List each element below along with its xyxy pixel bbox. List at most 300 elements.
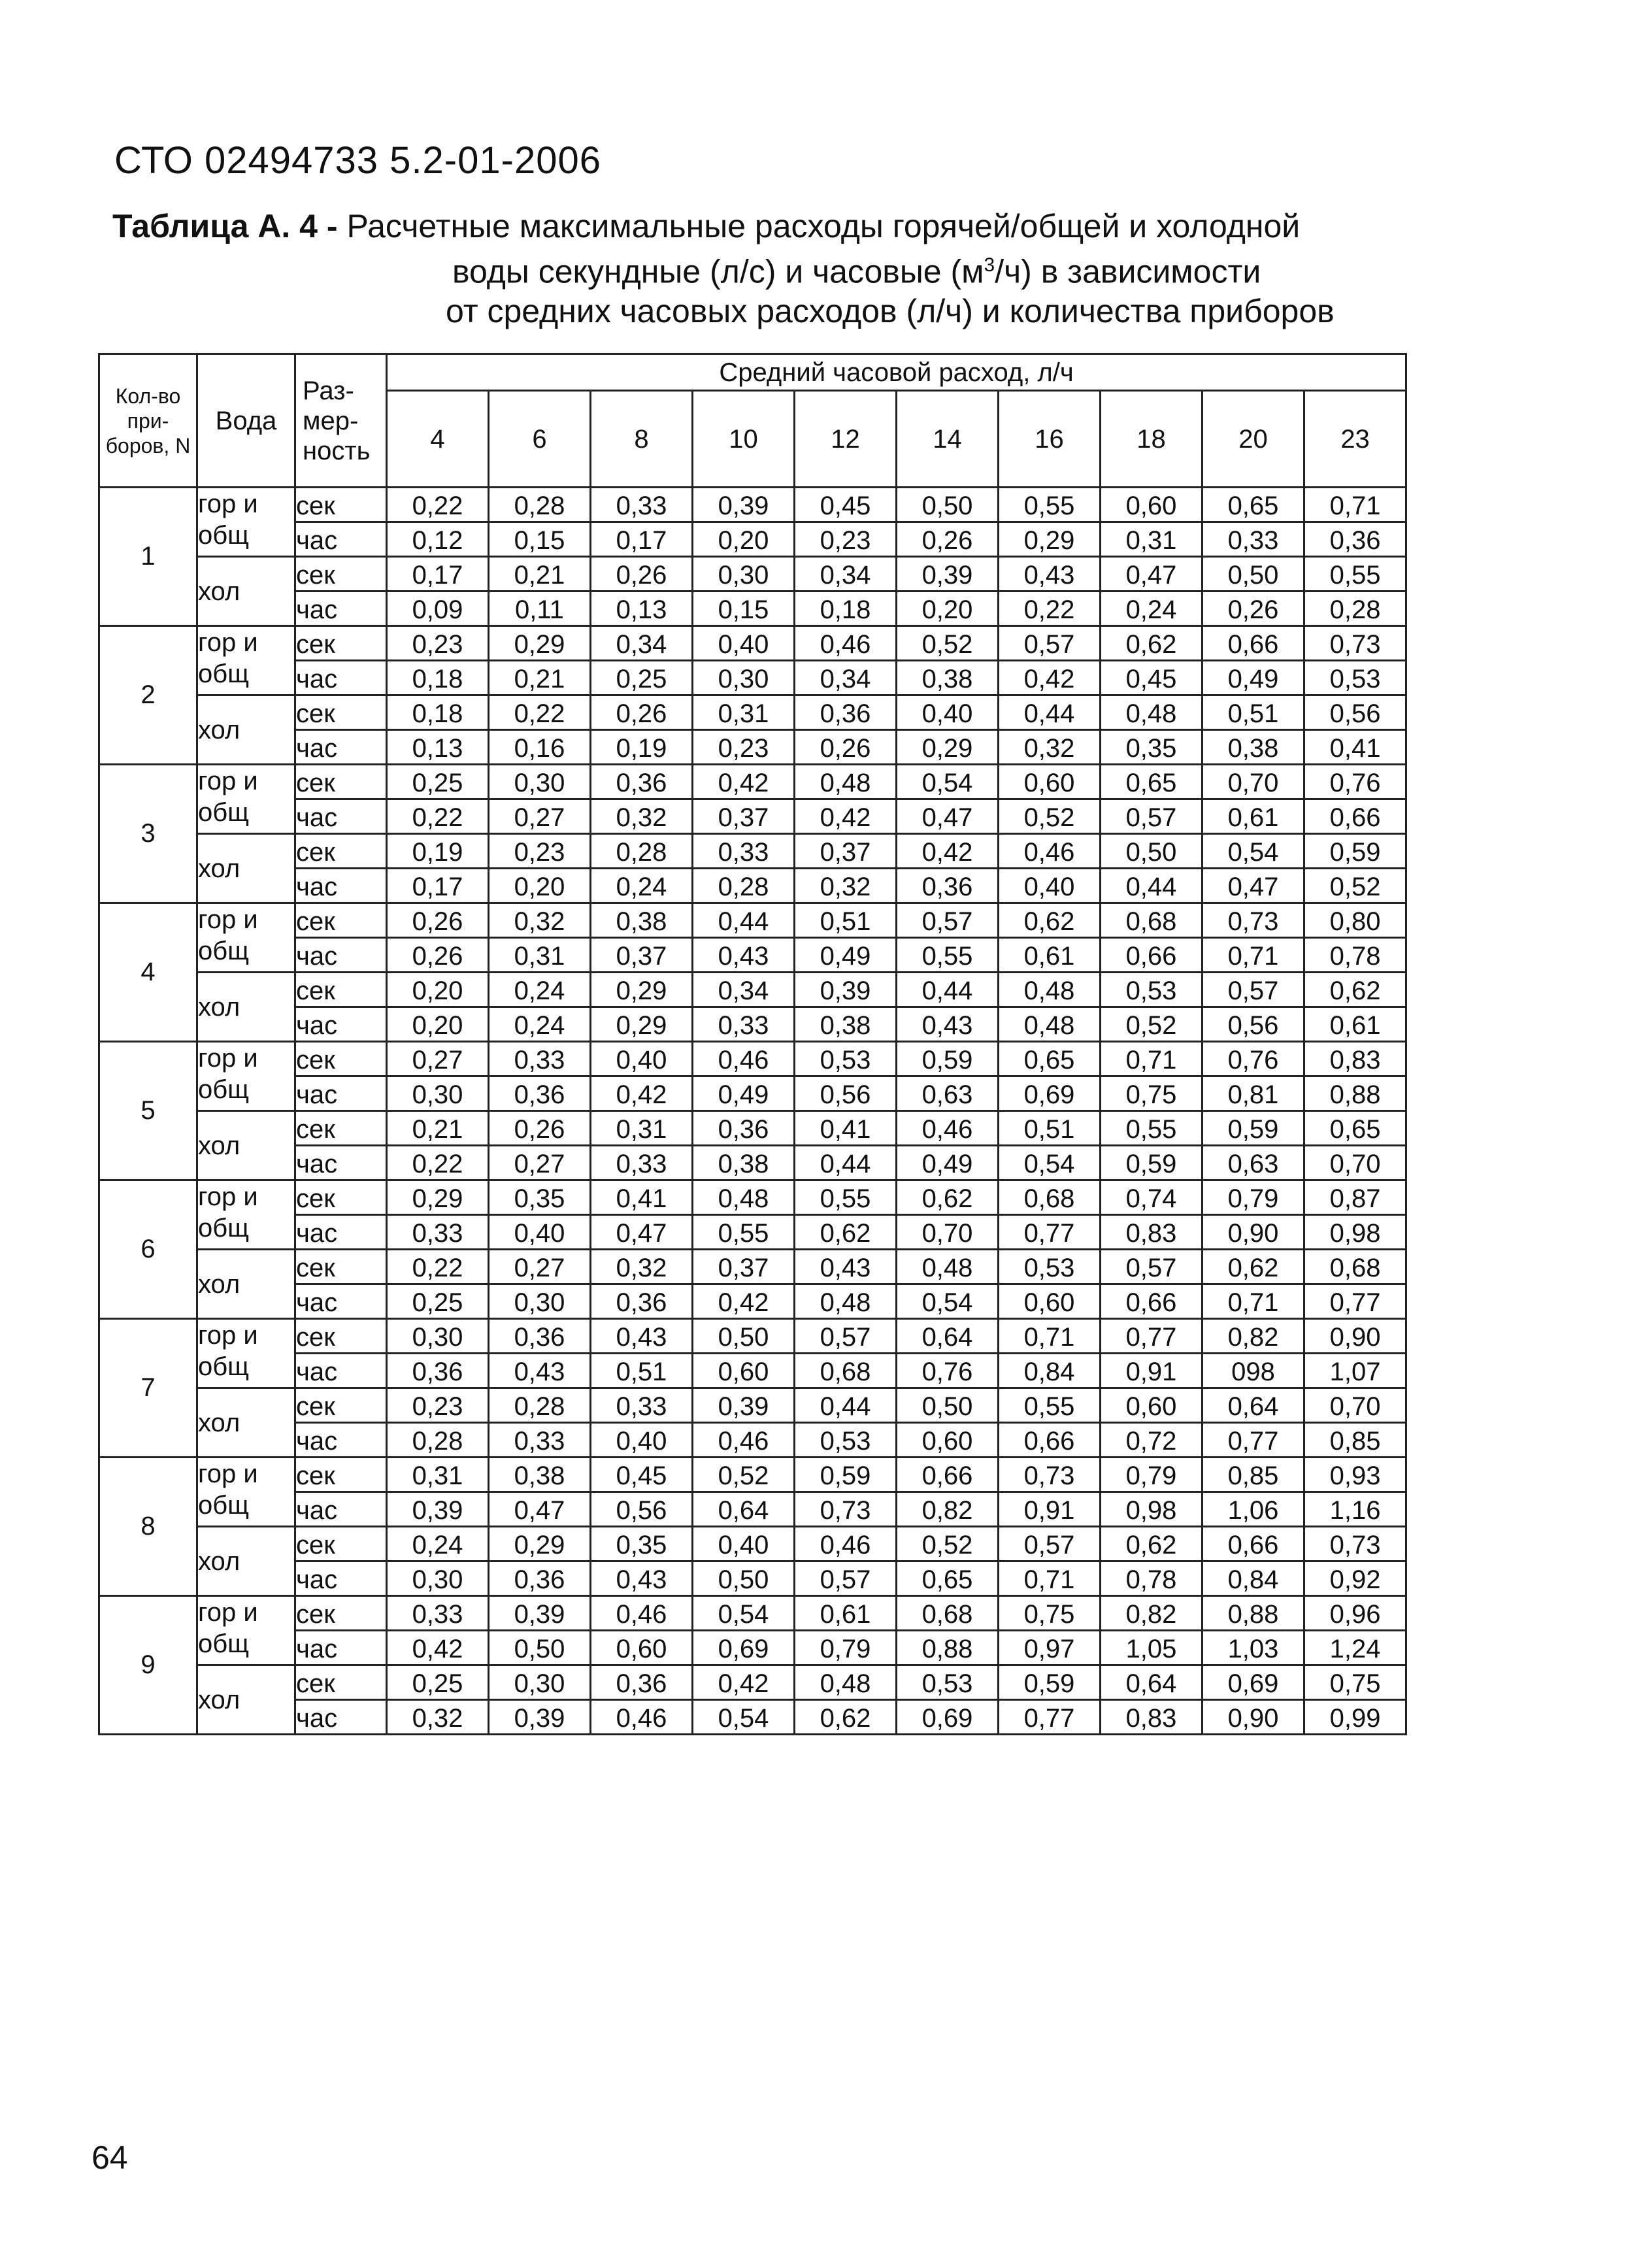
table-row (99, 592, 1406, 626)
value-cell: 0,46 (795, 1527, 897, 1561)
value-cell: 0,77 (999, 1700, 1101, 1735)
value-cell: 0,71 (1203, 938, 1304, 973)
value-cell: 0,38 (1203, 730, 1304, 765)
value-cell: 0,59 (1101, 1146, 1203, 1180)
header-flow-23: 23 (1304, 391, 1406, 488)
value-cell: 0,49 (897, 1146, 999, 1180)
value-cell: 0,37 (591, 938, 693, 973)
value-cell: 0,29 (897, 730, 999, 765)
value-cell: 0,44 (693, 903, 795, 938)
value-cell: 0,68 (999, 1180, 1101, 1215)
value-cell: 0,62 (897, 1180, 999, 1215)
value-cell: 0,48 (999, 1007, 1101, 1042)
table-row (99, 1561, 1406, 1596)
value-cell: 0,27 (489, 1146, 591, 1180)
value-cell: 0,93 (1304, 1458, 1406, 1492)
value-cell: 0,68 (897, 1596, 999, 1631)
value-cell: 0,66 (897, 1458, 999, 1492)
value-cell: 0,31 (591, 1111, 693, 1146)
value-cell: 0,97 (999, 1631, 1101, 1665)
table-row (99, 626, 1406, 661)
value-cell: 0,48 (999, 973, 1101, 1007)
value-cell: 0,33 (693, 1007, 795, 1042)
value-cell: 0,56 (1304, 695, 1406, 730)
value-cell: 0,34 (591, 626, 693, 661)
value-cell: 0,75 (999, 1596, 1101, 1631)
value-cell: 0,26 (591, 557, 693, 592)
value-cell: 0,59 (1203, 1111, 1304, 1146)
unit-sec-cell: сек (295, 1527, 387, 1561)
header-flow-6: 6 (489, 391, 591, 488)
value-cell: 0,57 (999, 1527, 1101, 1561)
value-cell: 0,30 (489, 1665, 591, 1700)
value-cell: 0,28 (693, 869, 795, 903)
value-cell: 0,76 (1304, 765, 1406, 799)
flow-rates-table (98, 353, 1407, 1735)
value-cell: 0,65 (897, 1561, 999, 1596)
value-cell: 0,36 (591, 1665, 693, 1700)
value-cell: 0,61 (1203, 799, 1304, 834)
value-cell: 0,76 (897, 1354, 999, 1388)
value-cell: 0,17 (387, 557, 489, 592)
unit-sec-cell: сек (295, 626, 387, 661)
value-cell: 0,28 (1304, 592, 1406, 626)
value-cell: 1,05 (1101, 1631, 1203, 1665)
value-cell: 0,35 (591, 1527, 693, 1561)
table-row (99, 1458, 1406, 1492)
value-cell: 0,43 (693, 938, 795, 973)
value-cell: 0,35 (489, 1180, 591, 1215)
value-cell: 0,72 (1101, 1423, 1203, 1458)
value-cell: 0,60 (897, 1423, 999, 1458)
value-cell: 0,42 (387, 1631, 489, 1665)
page-number: 64 (91, 2139, 128, 2176)
value-cell: 0,20 (387, 1007, 489, 1042)
value-cell: 0,29 (999, 522, 1101, 557)
value-cell: 0,54 (897, 1284, 999, 1319)
header-flow-20: 20 (1203, 391, 1304, 488)
value-cell: 0,33 (591, 1146, 693, 1180)
value-cell: 0,39 (693, 488, 795, 522)
caption-line-1: Расчетные максимальные расходы горячей/общей и холодной (346, 208, 1301, 244)
value-cell: 0,55 (999, 488, 1101, 522)
unit-sec-cell: сек (295, 1180, 387, 1215)
value-cell: 0,21 (387, 1111, 489, 1146)
table-row (99, 1146, 1406, 1180)
value-cell: 0,36 (1304, 522, 1406, 557)
table-row (99, 765, 1406, 799)
table-row (99, 1284, 1406, 1319)
value-cell: 0,52 (897, 626, 999, 661)
value-cell: 0,23 (489, 834, 591, 869)
value-cell: 0,28 (489, 1388, 591, 1423)
value-cell: 0,70 (1203, 765, 1304, 799)
value-cell: 0,55 (795, 1180, 897, 1215)
unit-sec-cell: сек (295, 834, 387, 869)
value-cell: 0,71 (1304, 488, 1406, 522)
value-cell: 0,65 (1101, 765, 1203, 799)
value-cell: 0,37 (693, 1250, 795, 1284)
value-cell: 0,75 (1304, 1665, 1406, 1700)
unit-sec-cell: сек (295, 765, 387, 799)
value-cell: 0,46 (693, 1042, 795, 1076)
value-cell: 0,82 (1101, 1596, 1203, 1631)
value-cell: 0,84 (999, 1354, 1101, 1388)
table-row (99, 1423, 1406, 1458)
value-cell: 0,65 (1304, 1111, 1406, 1146)
value-cell: 0,41 (591, 1180, 693, 1215)
value-cell: 0,76 (1203, 1042, 1304, 1076)
value-cell: 0,42 (693, 1665, 795, 1700)
value-cell: 0,38 (795, 1007, 897, 1042)
value-cell: 0,62 (999, 903, 1101, 938)
value-cell: 0,82 (897, 1492, 999, 1527)
value-cell: 0,62 (1304, 973, 1406, 1007)
value-cell: 0,54 (897, 765, 999, 799)
value-cell: 0,61 (999, 938, 1101, 973)
table-row (99, 1180, 1406, 1215)
value-cell: 0,43 (897, 1007, 999, 1042)
value-cell: 0,74 (1101, 1180, 1203, 1215)
value-cell: 0,53 (1101, 973, 1203, 1007)
value-cell: 0,66 (1203, 626, 1304, 661)
value-cell: 0,22 (387, 1146, 489, 1180)
value-cell: 0,71 (999, 1561, 1101, 1596)
value-cell: 0,21 (489, 661, 591, 695)
value-cell: 0,46 (999, 834, 1101, 869)
value-cell: 0,96 (1304, 1596, 1406, 1631)
value-cell: 0,32 (999, 730, 1101, 765)
value-cell: 0,66 (1101, 938, 1203, 973)
value-cell: 0,42 (897, 834, 999, 869)
value-cell: 0,57 (1203, 973, 1304, 1007)
value-cell: 0,20 (387, 973, 489, 1007)
value-cell: 0,48 (795, 1665, 897, 1700)
value-cell: 0,17 (591, 522, 693, 557)
value-cell: 0,31 (693, 695, 795, 730)
value-cell: 0,24 (591, 869, 693, 903)
value-cell: 0,24 (489, 1007, 591, 1042)
value-cell: 0,33 (693, 834, 795, 869)
value-cell: 0,22 (387, 799, 489, 834)
value-cell: 0,71 (999, 1319, 1101, 1354)
water-hot-cell: гор и общ (197, 488, 295, 557)
value-cell: 098 (1203, 1354, 1304, 1388)
value-cell: 0,49 (693, 1076, 795, 1111)
value-cell: 0,83 (1304, 1042, 1406, 1076)
value-cell: 0,90 (1203, 1215, 1304, 1250)
value-cell: 0,16 (489, 730, 591, 765)
value-cell: 0,26 (591, 695, 693, 730)
value-cell: 0,75 (1101, 1076, 1203, 1111)
value-cell: 0,36 (795, 695, 897, 730)
value-cell: 0,33 (489, 1423, 591, 1458)
value-cell: 0,20 (693, 522, 795, 557)
device-count-cell: 5 (99, 1042, 197, 1180)
value-cell: 0,55 (693, 1215, 795, 1250)
value-cell: 0,70 (897, 1215, 999, 1250)
value-cell: 0,20 (897, 592, 999, 626)
unit-hour-cell: час (295, 1215, 387, 1250)
value-cell: 0,57 (795, 1561, 897, 1596)
value-cell: 0,50 (897, 1388, 999, 1423)
value-cell: 0,62 (1101, 626, 1203, 661)
value-cell: 0,21 (489, 557, 591, 592)
water-hot-cell: гор и общ (197, 1596, 295, 1665)
value-cell: 0,66 (1304, 799, 1406, 834)
value-cell: 0,50 (1203, 557, 1304, 592)
value-cell: 0,82 (1203, 1319, 1304, 1354)
unit-sec-cell: сек (295, 488, 387, 522)
value-cell: 0,24 (387, 1527, 489, 1561)
value-cell: 0,60 (591, 1631, 693, 1665)
unit-hour-cell: час (295, 1700, 387, 1735)
value-cell: 0,59 (999, 1665, 1101, 1700)
value-cell: 0,33 (387, 1215, 489, 1250)
value-cell: 0,78 (1304, 938, 1406, 973)
value-cell: 0,83 (1101, 1215, 1203, 1250)
unit-hour-cell: час (295, 592, 387, 626)
value-cell: 0,52 (999, 799, 1101, 834)
value-cell: 0,19 (591, 730, 693, 765)
value-cell: 0,64 (1203, 1388, 1304, 1423)
table-row (99, 1527, 1406, 1561)
value-cell: 0,51 (795, 903, 897, 938)
unit-sec-cell: сек (295, 1596, 387, 1631)
table-row (99, 1700, 1406, 1735)
value-cell: 0,15 (489, 522, 591, 557)
value-cell: 0,48 (1101, 695, 1203, 730)
unit-sec-cell: сек (295, 1042, 387, 1076)
value-cell: 0,35 (1101, 730, 1203, 765)
value-cell: 0,31 (387, 1458, 489, 1492)
value-cell: 0,36 (387, 1354, 489, 1388)
value-cell: 0,88 (1304, 1076, 1406, 1111)
water-cold-cell: хол (197, 1527, 295, 1596)
table-row (99, 1042, 1406, 1076)
value-cell: 0,54 (1203, 834, 1304, 869)
value-cell: 0,39 (693, 1388, 795, 1423)
value-cell: 0,27 (387, 1042, 489, 1076)
caption-line-2: воды секундные (л/с) и часовые $(м^3/ч)$ в зависимости (452, 253, 1261, 290)
table-row (99, 834, 1406, 869)
unit-hour-cell: час (295, 799, 387, 834)
value-cell: 0,57 (897, 903, 999, 938)
value-cell: 1,03 (1203, 1631, 1304, 1665)
unit-sec-cell: сек (295, 903, 387, 938)
value-cell: 0,68 (795, 1354, 897, 1388)
table-row (99, 1354, 1406, 1388)
value-cell: 0,51 (1203, 695, 1304, 730)
value-cell: 0,61 (1304, 1007, 1406, 1042)
value-cell: 0,52 (1101, 1007, 1203, 1042)
value-cell: 0,22 (489, 695, 591, 730)
value-cell: 0,12 (387, 522, 489, 557)
value-cell: 0,51 (999, 1111, 1101, 1146)
value-cell: 0,32 (591, 799, 693, 834)
value-cell: 0,48 (693, 1180, 795, 1215)
value-cell: 0,46 (693, 1423, 795, 1458)
table-row (99, 1007, 1406, 1042)
value-cell: 0,33 (387, 1596, 489, 1631)
value-cell: 0,65 (1203, 488, 1304, 522)
water-hot-cell: гор и общ (197, 626, 295, 695)
unit-hour-cell: час (295, 938, 387, 973)
table-row (99, 869, 1406, 903)
value-cell: 0,44 (897, 973, 999, 1007)
table-row (99, 799, 1406, 834)
value-cell: 0,60 (1101, 488, 1203, 522)
value-cell: 0,40 (693, 626, 795, 661)
water-cold-cell: хол (197, 1665, 295, 1735)
unit-sec-cell: сек (295, 557, 387, 592)
value-cell: 0,39 (795, 973, 897, 1007)
value-cell: 0,77 (999, 1215, 1101, 1250)
value-cell: 0,31 (1101, 522, 1203, 557)
value-cell: 0,60 (693, 1354, 795, 1388)
value-cell: 0,09 (387, 592, 489, 626)
value-cell: 0,78 (1101, 1561, 1203, 1596)
value-cell: 0,56 (591, 1492, 693, 1527)
value-cell: 0,40 (591, 1042, 693, 1076)
value-cell: 0,20 (489, 869, 591, 903)
table-row (99, 1076, 1406, 1111)
value-cell: 0,57 (795, 1319, 897, 1354)
value-cell: 0,71 (1203, 1284, 1304, 1319)
table-row (99, 1665, 1406, 1700)
value-cell: 0,28 (489, 488, 591, 522)
value-cell: 1,06 (1203, 1492, 1304, 1527)
value-cell: 0,83 (1101, 1700, 1203, 1735)
value-cell: 0,55 (999, 1388, 1101, 1423)
value-cell: 0,50 (489, 1631, 591, 1665)
value-cell: 0,42 (693, 1284, 795, 1319)
value-cell: 0,36 (897, 869, 999, 903)
value-cell: 0,38 (591, 903, 693, 938)
water-cold-cell: хол (197, 834, 295, 903)
value-cell: 0,31 (489, 938, 591, 973)
value-cell: 0,25 (387, 765, 489, 799)
unit-hour-cell: час (295, 1561, 387, 1596)
value-cell: 0,27 (489, 1250, 591, 1284)
value-cell: 0,18 (387, 661, 489, 695)
value-cell: 0,40 (591, 1423, 693, 1458)
value-cell: 0,22 (387, 1250, 489, 1284)
value-cell: 0,90 (1304, 1319, 1406, 1354)
water-hot-cell: гор и общ (197, 1042, 295, 1111)
value-cell: 0,43 (591, 1561, 693, 1596)
value-cell: 1,24 (1304, 1631, 1406, 1665)
value-cell: 0,60 (999, 1284, 1101, 1319)
value-cell: 0,33 (591, 488, 693, 522)
value-cell: 0,28 (591, 834, 693, 869)
value-cell: 0,41 (1304, 730, 1406, 765)
value-cell: 0,53 (1304, 661, 1406, 695)
value-cell: 0,39 (387, 1492, 489, 1527)
value-cell: 0,63 (897, 1076, 999, 1111)
value-cell: 0,43 (999, 557, 1101, 592)
unit-sec-cell: сек (295, 1665, 387, 1700)
value-cell: 0,60 (1101, 1388, 1203, 1423)
unit-hour-cell: час (295, 1423, 387, 1458)
value-cell: 0,62 (1101, 1527, 1203, 1561)
value-cell: 0,22 (999, 592, 1101, 626)
value-cell: 0,26 (387, 903, 489, 938)
value-cell: 0,64 (1101, 1665, 1203, 1700)
value-cell: 0,39 (897, 557, 999, 592)
value-cell: 0,51 (591, 1354, 693, 1388)
value-cell: 0,47 (897, 799, 999, 834)
table-row (99, 1631, 1406, 1665)
device-count-cell: 7 (99, 1319, 197, 1458)
unit-hour-cell: час (295, 522, 387, 557)
table-caption (112, 207, 1419, 331)
value-cell: 0,36 (489, 1561, 591, 1596)
unit-sec-cell: сек (295, 695, 387, 730)
value-cell: 0,30 (693, 661, 795, 695)
value-cell: 0,40 (999, 869, 1101, 903)
value-cell: 0,55 (1304, 557, 1406, 592)
value-cell: 0,33 (1203, 522, 1304, 557)
value-cell: 0,79 (1101, 1458, 1203, 1492)
value-cell: 0,69 (999, 1076, 1101, 1111)
table-row (99, 1492, 1406, 1527)
value-cell: 0,61 (795, 1596, 897, 1631)
value-cell: 0,53 (795, 1423, 897, 1458)
value-cell: 0,32 (387, 1700, 489, 1735)
value-cell: 0,26 (897, 522, 999, 557)
value-cell: 0,63 (1203, 1146, 1304, 1180)
value-cell: 0,22 (387, 488, 489, 522)
value-cell: 0,27 (489, 799, 591, 834)
water-hot-cell: гор и общ (197, 1458, 295, 1527)
value-cell: 0,52 (693, 1458, 795, 1492)
header-flow-10: 10 (693, 391, 795, 488)
value-cell: 0,48 (795, 765, 897, 799)
value-cell: 0,43 (795, 1250, 897, 1284)
value-cell: 0,91 (1101, 1354, 1203, 1388)
unit-hour-cell: час (295, 1007, 387, 1042)
value-cell: 0,52 (1304, 869, 1406, 903)
table-row (99, 695, 1406, 730)
value-cell: 0,32 (489, 903, 591, 938)
value-cell: 0,23 (387, 626, 489, 661)
value-cell: 0,19 (387, 834, 489, 869)
value-cell: 0,88 (1203, 1596, 1304, 1631)
unit-hour-cell: час (295, 1492, 387, 1527)
value-cell: 0,38 (489, 1458, 591, 1492)
value-cell: 0,18 (387, 695, 489, 730)
value-cell: 0,85 (1203, 1458, 1304, 1492)
value-cell: 0,77 (1304, 1284, 1406, 1319)
value-cell: 0,15 (693, 592, 795, 626)
table-row (99, 661, 1406, 695)
unit-hour-cell: час (295, 1146, 387, 1180)
value-cell: 0,45 (591, 1458, 693, 1492)
value-cell: 0,56 (795, 1076, 897, 1111)
value-cell: 0,26 (489, 1111, 591, 1146)
header-flow-4: 4 (387, 391, 489, 488)
value-cell: 0,37 (693, 799, 795, 834)
unit-sec-cell: сек (295, 973, 387, 1007)
value-cell: 0,44 (999, 695, 1101, 730)
value-cell: 0,29 (387, 1180, 489, 1215)
value-cell: 0,87 (1304, 1180, 1406, 1215)
value-cell: 0,69 (1203, 1665, 1304, 1700)
value-cell: 0,62 (1203, 1250, 1304, 1284)
table-row (99, 1388, 1406, 1423)
value-cell: 0,55 (1101, 1111, 1203, 1146)
